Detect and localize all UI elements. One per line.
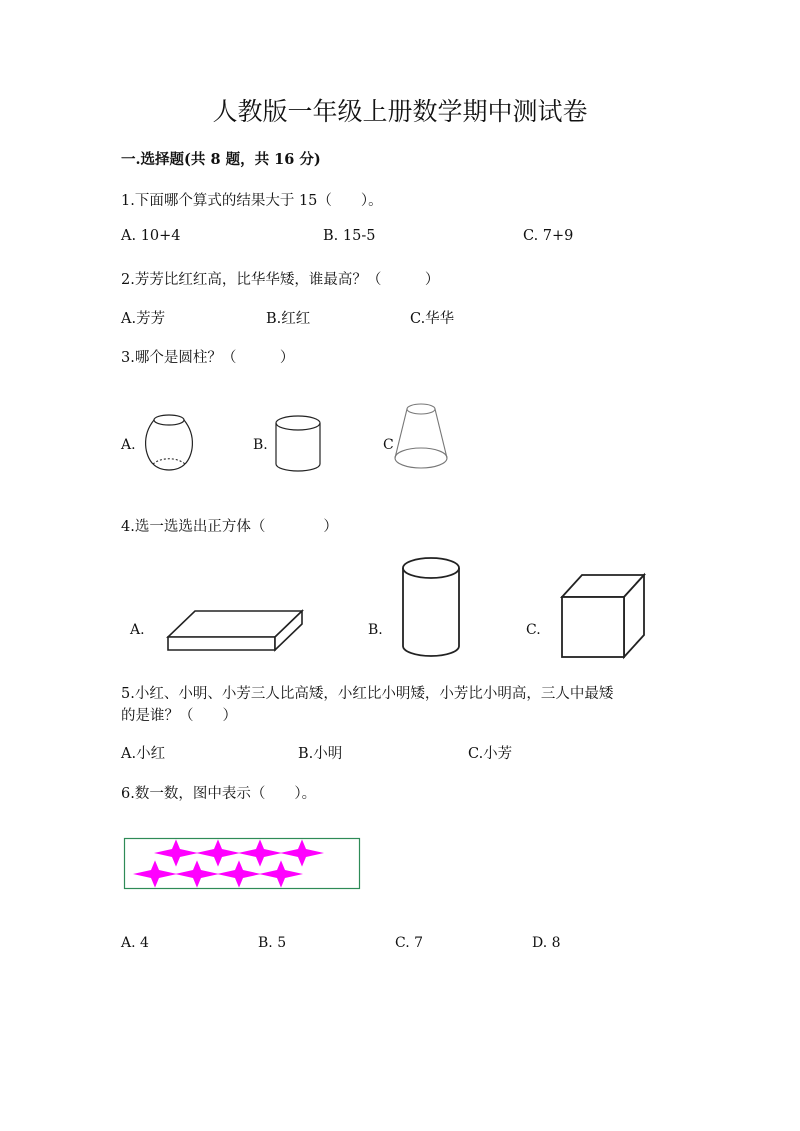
q4-option-b[interactable]: B.: [368, 622, 383, 638]
q3-option-a[interactable]: A.: [121, 437, 136, 453]
q6-option-c[interactable]: C. 7: [395, 935, 424, 951]
question-5-line-2: 的是谁？（ ）: [121, 708, 237, 724]
q1-option-b[interactable]: B. 15-5: [323, 228, 376, 244]
q3-option-c[interactable]: C: [383, 437, 394, 453]
q2-option-c[interactable]: C.华华: [410, 311, 455, 327]
cylinder-image: [274, 414, 324, 474]
page-title: 人教版一年级上册数学期中测试卷: [212, 97, 588, 126]
star-7: [217, 860, 261, 887]
star-4: [280, 839, 324, 866]
question-4: 4.选一选选出正方体（ ）: [121, 519, 338, 535]
star-8: [259, 860, 303, 887]
star-2: [196, 839, 240, 866]
tall-cylinder-image: [400, 556, 462, 660]
star-6: [175, 860, 219, 887]
question-2: 2.芳芳比红红高，比华华矮，谁最高？（ ）: [121, 272, 440, 288]
q5-option-b[interactable]: B.小明: [298, 746, 343, 762]
star-1: [154, 839, 198, 866]
barrel-shape-image: [143, 412, 195, 474]
q1-option-c[interactable]: C. 7+9: [523, 228, 574, 244]
frustum-image: [392, 402, 450, 472]
q4-option-c[interactable]: C.: [526, 622, 541, 638]
q6-option-b[interactable]: B. 5: [258, 935, 287, 951]
question-5-line-1: 5.小红、小明、小芳三人比高矮，小红比小明矮，小芳比小明高，三人中最矮: [121, 686, 614, 702]
q2-option-b[interactable]: B.红红: [266, 311, 311, 327]
q6-option-d[interactable]: D. 8: [532, 935, 561, 951]
q4-option-a[interactable]: A.: [130, 622, 145, 638]
q2-option-a[interactable]: A.芳芳: [121, 311, 166, 327]
q5-option-c[interactable]: C.小芳: [468, 746, 513, 762]
stars-frame: [125, 839, 360, 889]
question-1: 1.下面哪个算式的结果大于 15（ ）。: [121, 193, 383, 209]
question-6: 6.数一数，图中表示（ ）。: [121, 786, 317, 802]
question-3: 3.哪个是圆柱？（ ）: [121, 350, 295, 366]
cuboid-image: [166, 606, 306, 654]
stars-picture: [124, 838, 361, 890]
section-heading: 一.选择题(共 8 题，共 16 分): [121, 151, 321, 168]
q6-option-a[interactable]: A. 4: [121, 935, 149, 951]
q5-option-a[interactable]: A.小红: [121, 746, 166, 762]
star-5: [133, 860, 177, 887]
cube-image: [560, 573, 648, 661]
q3-option-b[interactable]: B.: [253, 437, 268, 453]
star-3: [238, 839, 282, 866]
q1-option-a[interactable]: A. 10+4: [121, 228, 181, 244]
